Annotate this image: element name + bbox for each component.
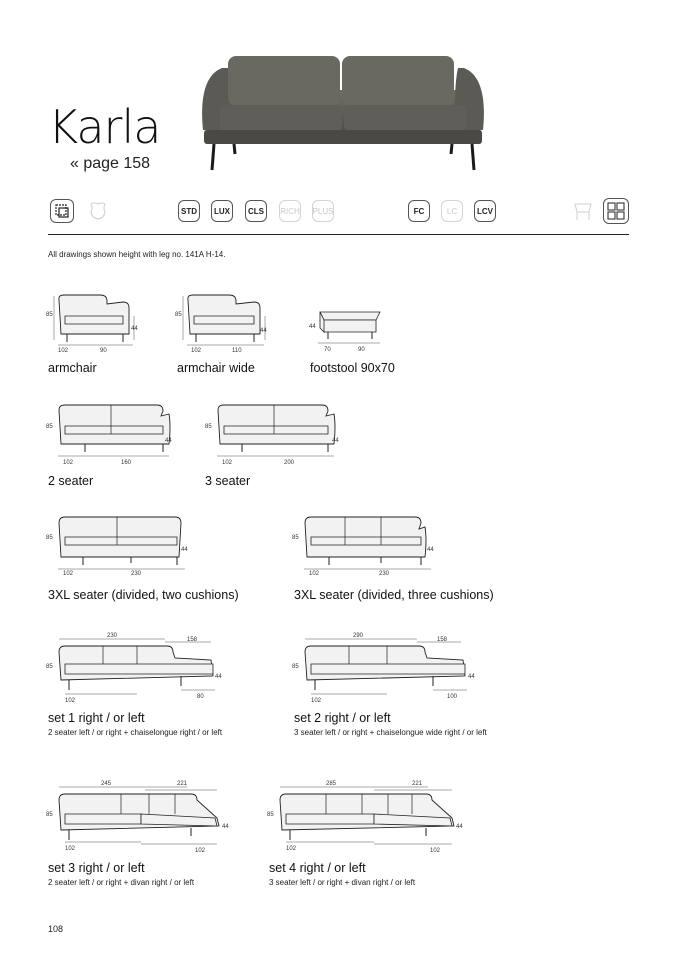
set4-depth: 102 <box>286 846 297 852</box>
set2-top1: 290 <box>353 633 364 639</box>
xl-three-depth: 102 <box>309 571 320 577</box>
set3-depth: 102 <box>65 846 76 852</box>
set3-divan: 102 <box>195 848 206 854</box>
set1-chaise: 80 <box>197 694 204 700</box>
sub-set4: 3 seater left / or right + divan right / or left <box>269 878 416 887</box>
two-seater-width: 160 <box>121 460 132 466</box>
sub-set3: 2 seater left / or right + divan right / or left <box>48 878 195 887</box>
footstool-width: 90 <box>358 347 365 353</box>
set3-drawing <box>45 778 235 858</box>
set2-chaise: 100 <box>447 694 458 700</box>
xl-three-height: 85 <box>292 535 299 541</box>
armchair-depth: 102 <box>58 348 69 354</box>
label-set3: set 3 right / or left <box>48 861 145 875</box>
set1-top2: 158 <box>187 637 198 643</box>
sub-set2: 3 seater left / or right + chaiselongue wide right / or left <box>294 728 487 737</box>
set4-top2: 221 <box>412 781 423 787</box>
armchair-seat: 44 <box>131 326 138 332</box>
three-seater-drawing <box>204 400 349 468</box>
label-xl-three-cushions: 3XL seater (divided, three cushions) <box>294 588 494 602</box>
armchair-wide-width: 110 <box>232 348 242 354</box>
armchair-wide-depth: 102 <box>191 348 202 354</box>
set2-depth: 102 <box>311 698 322 704</box>
page-reference: « page 158 <box>70 155 151 172</box>
xl-three-width: 230 <box>379 571 390 577</box>
set4-divan: 102 <box>430 848 441 854</box>
footstool-seat: 44 <box>309 324 316 330</box>
footstool-depth: 70 <box>324 347 331 353</box>
xl-two-width: 230 <box>131 571 142 577</box>
badge-plus: PLUS <box>312 200 334 222</box>
badge-rich: RICH <box>279 200 301 222</box>
xl-two-cushions-drawing <box>45 513 195 581</box>
fabric-icon <box>50 199 74 223</box>
two-seater-height: 85 <box>46 424 53 430</box>
modular-icon <box>603 198 629 224</box>
label-three-seater: 3 seater <box>205 474 251 488</box>
label-set4: set 4 right / or left <box>269 861 366 875</box>
armchair-wide-seat: 44 <box>260 328 267 334</box>
badge-lcv: LCV <box>474 200 496 222</box>
xl-three-cushions-drawing <box>291 513 441 581</box>
label-xl-two-cushions: 3XL seater (divided, two cushions) <box>48 588 239 602</box>
xl-three-seat: 44 <box>427 547 434 553</box>
label-armchair-wide: armchair wide <box>177 361 255 375</box>
label-footstool: footstool 90x70 <box>310 361 395 375</box>
page-number: 108 <box>48 924 64 934</box>
armchair-drawing <box>45 292 140 357</box>
product-title: Karla <box>48 100 161 154</box>
armchair-width: 90 <box>100 348 107 354</box>
two-seater-seat: 44 <box>165 438 172 444</box>
set3-top1: 245 <box>101 781 112 787</box>
badge-std: STD <box>178 200 200 222</box>
xl-two-height: 85 <box>46 535 53 541</box>
armchair-wide-height: 85 <box>175 312 182 318</box>
armchair-wide-drawing <box>174 292 269 357</box>
set4-drawing <box>266 778 471 858</box>
badge-lux: LUX <box>211 200 233 222</box>
set4-height: 85 <box>267 812 274 818</box>
badge-cls: CLS <box>245 200 267 222</box>
label-set2: set 2 right / or left <box>294 711 391 725</box>
set1-height: 85 <box>46 664 53 670</box>
two-seater-depth: 102 <box>63 460 74 466</box>
xl-two-seat: 44 <box>181 547 188 553</box>
label-set1: set 1 right / or left <box>48 711 145 725</box>
set4-seat: 44 <box>456 824 463 830</box>
three-seater-height: 85 <box>205 424 212 430</box>
xl-two-depth: 102 <box>63 571 74 577</box>
set3-top2: 221 <box>177 781 188 787</box>
set1-depth: 102 <box>65 698 76 704</box>
three-seater-seat: 44 <box>332 438 339 444</box>
chair-icon <box>570 198 596 224</box>
three-seater-width: 200 <box>284 460 295 466</box>
set3-seat: 44 <box>222 824 229 830</box>
set3-height: 85 <box>46 812 53 818</box>
sofa-photo <box>198 50 488 175</box>
badge-fc: FC <box>408 200 430 222</box>
set1-top1: 230 <box>107 633 118 639</box>
two-seater-drawing <box>45 400 180 468</box>
set2-drawing <box>291 630 491 710</box>
badge-lc: LC <box>441 200 463 222</box>
set1-drawing <box>45 630 230 710</box>
leather-icon <box>86 199 110 223</box>
set2-seat: 44 <box>468 674 475 680</box>
armchair-height: 85 <box>46 312 53 318</box>
set4-top1: 285 <box>326 781 337 787</box>
footstool-drawing <box>308 302 388 357</box>
set1-seat: 44 <box>215 674 222 680</box>
label-two-seater: 2 seater <box>48 474 94 488</box>
sub-set1: 2 seater left / or right + chaiselongue right / or left <box>48 728 223 737</box>
header-divider <box>48 234 629 235</box>
set2-height: 85 <box>292 664 299 670</box>
set2-top2: 158 <box>437 637 448 643</box>
label-armchair: armchair <box>48 361 97 375</box>
leg-note: All drawings shown height with leg no. 141A H-14. <box>48 250 226 259</box>
three-seater-depth: 102 <box>222 460 233 466</box>
